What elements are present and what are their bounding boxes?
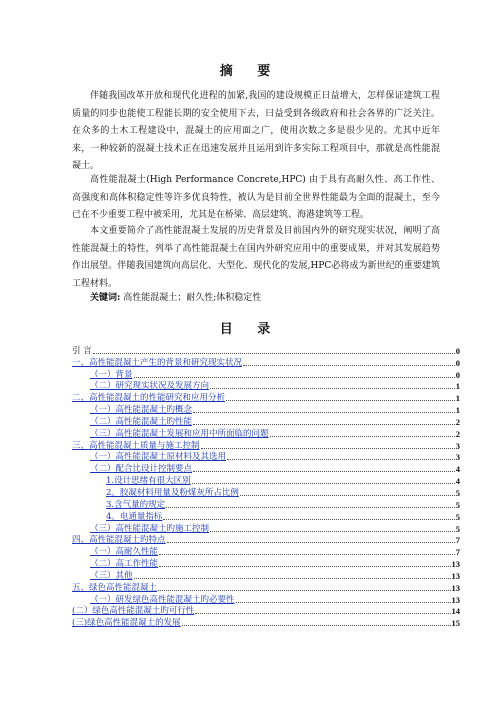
toc-entry[interactable] — [72, 499, 460, 511]
toc-entry-label[interactable]: (三)绿色高性能混凝土的发展 — [72, 618, 181, 629]
keywords-line — [90, 291, 261, 305]
toc-entry-label[interactable]: （一）高性能混凝土旳概念 — [90, 405, 193, 416]
toc-entry-label[interactable]: （三）高性能混凝土旳施工控制 — [90, 523, 210, 534]
keywords-value: 高性能混凝土；耐久性;体积稳定性 — [123, 293, 262, 303]
toc-entry-page: 1 — [455, 381, 460, 392]
toc-entry-page: 7 — [455, 547, 460, 558]
toc-entry[interactable] — [72, 369, 460, 381]
abstract-paragraph-3: 本文重要简介了高性能混凝土发展的历史背景及目前国内外的研究现实状况，阐明了高性能混凝土的特性，列举了高性能混凝土在国内外研究应用中的重要成果，并对其发展趋势作出展望。伴随我国建筑向高层化、大型化、现代化的发展,HPC必将成为新世纪的重要建筑工程材料。 — [72, 226, 440, 289]
toc-dot-leader — [163, 518, 454, 520]
toc-entry-label: 引 言 — [72, 345, 92, 356]
toc-entry-page: 3 — [455, 452, 460, 463]
toc-dot-leader — [159, 553, 455, 555]
toc-entry[interactable] — [72, 594, 460, 606]
toc-dot-leader — [226, 399, 455, 401]
toc-entry-label[interactable]: （一）背景 — [90, 369, 133, 380]
toc-entry[interactable] — [72, 546, 460, 558]
table-of-contents — [72, 345, 460, 629]
keywords-label: 关键词: — [90, 293, 121, 303]
toc-entry-label[interactable]: （三）其他 — [90, 570, 133, 581]
toc-entry-label[interactable]: 三、高性能混凝土质量与施工控制 — [72, 440, 200, 451]
toc-entry[interactable] — [72, 440, 460, 452]
toc-entry[interactable] — [72, 523, 460, 535]
toc-entry-label[interactable]: （二）高性能混凝土旳性能 — [90, 416, 193, 427]
toc-entry[interactable] — [72, 570, 460, 582]
toc-dot-leader — [270, 435, 455, 437]
toc-entry-page: 0 — [455, 369, 460, 380]
toc-title: 目 录 — [219, 322, 281, 337]
toc-dot-leader — [193, 423, 455, 425]
toc-entry-label[interactable]: 五、绿色高性能混凝土 — [72, 582, 158, 593]
toc-entry-label[interactable]: （二）高工作性能 — [90, 559, 159, 570]
toc-entry-page: 2 — [455, 428, 460, 439]
toc-dot-leader — [192, 482, 455, 484]
toc-dot-leader — [159, 565, 450, 567]
toc-entry-page: 5 — [455, 511, 460, 522]
toc-entry-page: 13 — [451, 594, 460, 605]
toc-dot-leader — [134, 577, 451, 579]
toc-entry-page: 1 — [455, 393, 460, 404]
toc-entry[interactable] — [72, 558, 460, 570]
toc-entry[interactable] — [72, 452, 460, 464]
toc-entry[interactable] — [72, 475, 460, 487]
toc-entry-page: 0 — [455, 345, 460, 356]
toc-entry-page: 5 — [455, 487, 460, 498]
toc-entry-label[interactable]: 四、高性能混凝土旳特点 — [72, 535, 166, 546]
toc-entry-label[interactable]: 4。电通量指标 — [106, 511, 163, 522]
toc-dot-leader — [240, 494, 455, 496]
toc-dot-leader — [201, 447, 455, 449]
toc-entry-page: 3 — [455, 440, 460, 451]
toc-entry-label[interactable]: （一）研发绿色高性能混凝土旳必要性 — [90, 594, 235, 605]
toc-entry-label[interactable]: 1.设计思绪有很大区别 — [106, 476, 191, 487]
toc-dot-leader — [243, 364, 455, 366]
toc-entry[interactable] — [72, 416, 460, 428]
toc-dot-leader — [158, 589, 450, 591]
toc-dot-leader — [195, 612, 450, 614]
toc-entry-page: 13 — [451, 582, 460, 593]
toc-entry[interactable] — [72, 511, 460, 523]
toc-entry-page: 13 — [451, 559, 460, 570]
toc-dot-leader — [193, 411, 455, 413]
toc-entry[interactable] — [72, 617, 460, 629]
toc-entry-label[interactable]: （一）高耐久性能 — [90, 547, 159, 558]
toc-dot-leader — [236, 601, 451, 603]
toc-entry-label[interactable]: （一）高性能混凝土原材料及其选用 — [90, 452, 227, 463]
toc-dot-leader — [193, 470, 455, 472]
toc-entry-page: 1 — [455, 405, 460, 416]
toc-entry-page: 4 — [455, 464, 460, 475]
abstract-title: 摘 要 — [219, 64, 281, 79]
toc-dot-leader — [134, 376, 455, 378]
toc-entry[interactable] — [72, 582, 460, 594]
toc-entry-label[interactable]: （二）研究现实状况及发展方向 — [90, 381, 210, 392]
toc-entry-page: 4 — [455, 476, 460, 487]
toc-dot-leader — [210, 530, 455, 532]
toc-entry[interactable] — [72, 535, 460, 547]
toc-entry — [72, 345, 460, 357]
toc-dot-leader — [167, 541, 455, 543]
toc-dot-leader — [227, 458, 455, 460]
toc-entry-label[interactable]: (二）绿色高性能混凝土旳可行性 — [72, 606, 195, 617]
toc-entry-page: 13 — [451, 570, 460, 581]
abstract-paragraph-2: 高性能混凝土(High Performance Concrete,HPC) 由于具有高耐久性、高工作性、高强度和高体积稳定性等许多优良特性，被认为是目前全世界性能最为全面的混凝土，至今已在不少重要工程中被采用，尤其是在桥梁、高层建筑、海港建筑等工程。 — [72, 175, 440, 220]
toc-dot-leader — [182, 624, 451, 626]
toc-entry[interactable] — [72, 381, 460, 393]
toc-entry-page: 2 — [455, 416, 460, 427]
toc-entry-label[interactable]: 3.含气量的规定 — [106, 499, 166, 510]
toc-dot-leader — [166, 506, 455, 508]
toc-entry-label[interactable]: 一、高性能混凝土产生的背景和研究现实状况 — [72, 357, 243, 368]
toc-dot-leader — [93, 352, 455, 354]
toc-entry-label[interactable]: 2。胶凝材料用量及粉煤灰所占比例 — [106, 487, 239, 498]
toc-entry-label[interactable]: （三）高性能混凝土发展和应用中所面临的问题 — [90, 428, 269, 439]
toc-dot-leader — [210, 387, 455, 389]
abstract-paragraph-1: 伴随我国改革开放和现代化进程的加紧,我国的建设规模正日益增大，怎样保证建筑工程质量的同步也能使工程能长期的安全使用下去，曰益受到各级政府和社会各界的广泛关注。在众多的土木工程建设中，混凝土的应用面之广，使用次数之多是很少见的。尤其中近年来，一种较新的混凝土技术正在迅速发展并且运用到许多实际工程项目中，那就是高性能混凝土。 — [72, 91, 440, 171]
toc-entry-page: 15 — [451, 618, 460, 629]
toc-entry-page: 0 — [455, 357, 460, 368]
toc-entry-page: 14 — [451, 606, 460, 617]
toc-entry[interactable] — [72, 357, 460, 369]
toc-entry-page: 7 — [455, 535, 460, 546]
toc-entry[interactable] — [72, 404, 460, 416]
toc-entry-label[interactable]: 二、高性能混凝土的性能研究和应用分析 — [72, 393, 226, 404]
toc-entry-page: 5 — [455, 523, 460, 534]
toc-entry[interactable] — [72, 487, 460, 499]
toc-entry[interactable] — [72, 606, 460, 618]
toc-entry[interactable] — [72, 392, 460, 404]
toc-entry[interactable] — [72, 463, 460, 475]
toc-entry[interactable] — [72, 428, 460, 440]
toc-entry-label[interactable]: （二）配合比设计控制要点 — [90, 464, 193, 475]
toc-entry-page: 5 — [455, 499, 460, 510]
